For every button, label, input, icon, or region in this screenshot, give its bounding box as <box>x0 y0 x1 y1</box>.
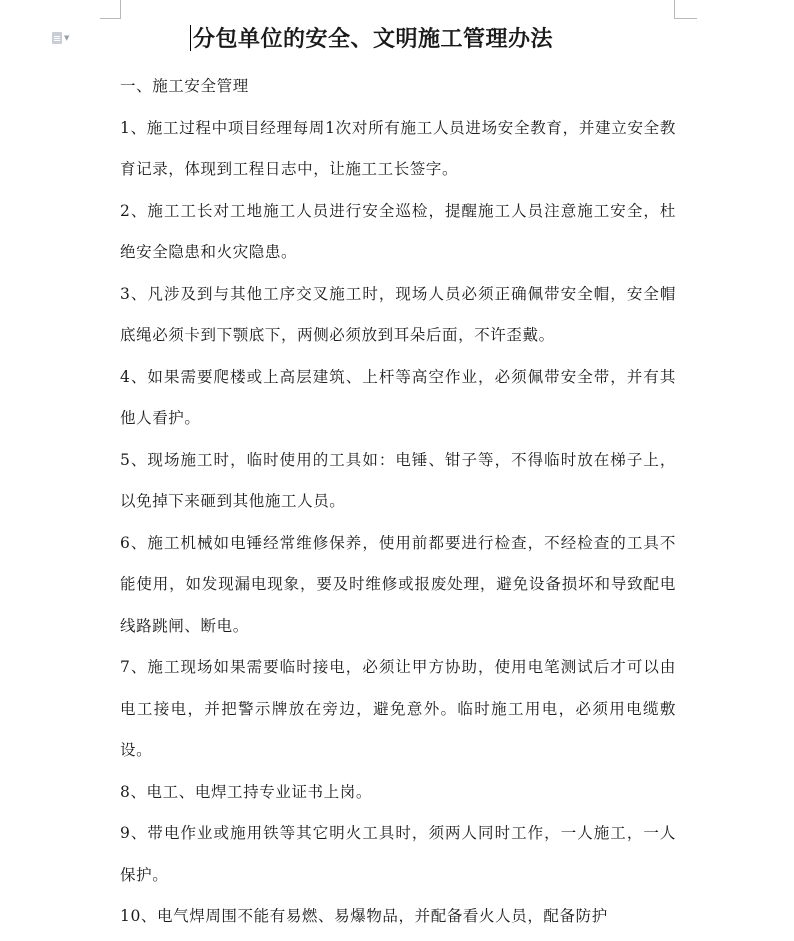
document-body[interactable] <box>120 66 676 938</box>
page-corner-mark-right <box>674 0 697 19</box>
page-glyph <box>52 32 62 44</box>
paragraph: 3、凡涉及到与其他工序交叉施工时，现场人员必须正确佩带安全帽，安全帽底绳必须卡到下颚底下，两侧必须放到耳朵后面，不许歪戴。 <box>120 284 676 344</box>
paragraph: 4、如果需要爬楼或上高层建筑、上杆等高空作业，必须佩带安全带，并有其他人看护。 <box>120 367 676 427</box>
chevron-down-icon: ▼ <box>64 34 70 42</box>
document-icon[interactable] <box>52 30 74 46</box>
paragraph: 7、施工现场如果需要临时接电，必须让甲方协助，使用电笔测试后才可以由电工接电，并把警示牌放在旁边，避免意外。临时施工用电，必须用电缆敷设。 <box>120 658 676 759</box>
paragraph: 5、现场施工时，临时使用的工具如：电锤、钳子等，不得临时放在梯子上，以免掉下来砸到其他施工人员。 <box>120 450 676 510</box>
section-heading: 一、施工安全管理 <box>120 77 249 95</box>
document-title-text: 分包单位的安全、文明施工管理办法 <box>193 26 554 52</box>
paragraph: 1、施工过程中项目经理每周1次对所有施工人员进场安全教育，并建立安全教育记录，体现到工程日志中，让施工工长签字。 <box>120 118 676 178</box>
paragraph: 10、电气焊周围不能有易燃、易爆物品，并配备看火人员，配备防护 <box>120 907 608 925</box>
paragraph: 6、施工机械如电锤经常维修保养，使用前都要进行检查，不经检查的工具不能使用，如发现漏电现象，要及时维修或报废处理，避免设备损坏和导致配电线路跳闸、断电。 <box>120 533 676 635</box>
text-cursor <box>190 25 191 51</box>
page-corner-mark-left <box>100 0 121 19</box>
document-title[interactable] <box>190 22 553 53</box>
paragraph: 8、电工、电焊工持专业证书上岗。 <box>120 782 372 801</box>
paragraph: 2、施工工长对工地施工人员进行安全巡检，提醒施工人员注意施工安全，杜绝安全隐患和火灾隐患。 <box>120 201 676 261</box>
paragraph: 9、带电作业或施用铁等其它明火工具时，须两人同时工作，一人施工，一人保护。 <box>120 824 676 884</box>
